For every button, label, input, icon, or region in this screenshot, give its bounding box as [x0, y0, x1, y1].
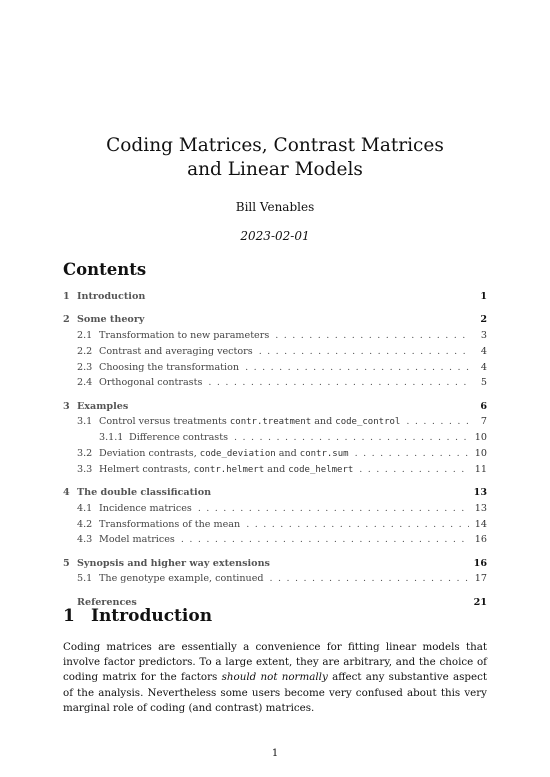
toc-entry-title: The double classification: [77, 486, 212, 498]
toc-entry[interactable]: [63, 330, 487, 346]
toc-entry-page: 7: [480, 416, 487, 428]
toc-entry-page: 16: [473, 557, 487, 569]
toc-entry-number: 4.1: [77, 502, 93, 514]
toc-entry[interactable]: [63, 362, 487, 378]
toc-entry-page: 17: [474, 573, 487, 585]
toc-entry[interactable]: [63, 487, 487, 503]
toc-entry-title: Model matrices: [99, 534, 175, 546]
toc-entry-number: 3.1: [77, 416, 93, 428]
toc-entry-number: 2.3: [77, 361, 93, 373]
toc-entry[interactable]: [63, 314, 487, 330]
toc-entry-page: 10: [474, 447, 487, 459]
toc-entry-title: Transformation to new parameters: [99, 329, 270, 341]
toc-entry-title: Deviation contrasts, code_deviation and contr.sum: [99, 447, 349, 459]
toc-dot-leader: [270, 573, 469, 584]
toc-entry-number: 5.1: [77, 573, 93, 585]
section-title: Introduction: [91, 606, 213, 626]
toc-entry-title: References: [77, 596, 137, 608]
toc-entry-number: 4.2: [77, 518, 93, 530]
toc-entry[interactable]: [63, 558, 487, 574]
toc-entry-page: 1: [480, 291, 487, 302]
toc-entry[interactable]: [63, 416, 487, 432]
toc-entry-number: 2.2: [77, 345, 93, 357]
author: Bill Venables: [235, 200, 315, 214]
toc-entry[interactable]: [63, 346, 487, 362]
toc-entry-page: 10: [474, 432, 487, 444]
toc-entry-title: Some theory: [77, 314, 145, 326]
table-of-contents: [63, 291, 487, 612]
toc-entry[interactable]: [63, 448, 487, 464]
toc-entry[interactable]: [63, 519, 487, 535]
toc-entry[interactable]: [63, 291, 487, 307]
contents-heading: Contents: [63, 260, 147, 279]
toc-entry-number: 2: [63, 314, 70, 326]
toc-entry-title: Synopsis and higher way extensions: [77, 557, 270, 569]
toc-entry[interactable]: [63, 432, 487, 448]
toc-entry-page: 13: [473, 486, 487, 498]
toc-entry-number: 3.2: [77, 447, 93, 459]
toc-entry-title: Helmert contrasts, contr.helmert and code_helmert: [99, 463, 354, 475]
toc-dot-leader: [275, 330, 471, 341]
toc-entry[interactable]: [63, 503, 487, 519]
toc-entry-page: 5: [480, 377, 487, 389]
intro-paragraph: Coding matrices are essentially a convenience for fitting linear models that involve factor predictors. To a large extent, they are arbitrary, and the choice of coding matrix for the factors should not normally affect any substantive aspect of the analysis. Nevertheless some users become very confused about this very marginal role of coding (and contrast) matrices.: [63, 641, 487, 714]
toc-entry-title: Transformations of the mean: [99, 518, 241, 530]
date: 2023-02-01: [240, 229, 310, 243]
section-number: 1: [63, 606, 75, 626]
toc-entry-page: 16: [474, 534, 487, 546]
toc-entry-number: 5: [63, 557, 70, 569]
toc-dot-leader: [355, 448, 469, 459]
toc-entry-page: 6: [480, 400, 487, 412]
toc-dot-leader: [198, 503, 469, 514]
toc-entry[interactable]: [63, 401, 487, 417]
toc-entry-title: Examples: [77, 400, 129, 412]
toc-entry-title: Incidence matrices: [99, 502, 192, 514]
toc-entry-title: The genotype example, continued: [99, 573, 264, 585]
toc-entry-title: Contrast and averaging vectors: [99, 345, 253, 357]
toc-dot-leader: [234, 432, 469, 443]
toc-entry-title: Choosing the transformation: [99, 361, 240, 373]
paper-title-line-1: Coding Matrices, Contrast Matrices: [106, 135, 444, 156]
paper-title-line-2: and Linear Models: [187, 159, 363, 180]
toc-entry-number: 4.3: [77, 534, 93, 546]
toc-entry-number: 3.1.1: [99, 432, 124, 444]
toc-entry[interactable]: [63, 534, 487, 550]
toc-entry-number: 2.1: [77, 329, 93, 341]
toc-entry-number: 4: [63, 486, 70, 498]
toc-dot-leader: [208, 377, 471, 388]
toc-entry[interactable]: [63, 464, 487, 480]
toc-entry-title: Orthogonal contrasts: [99, 377, 203, 389]
toc-entry-number: 3.3: [77, 463, 93, 475]
toc-dot-leader: [245, 362, 471, 373]
toc-dot-leader: [406, 416, 471, 427]
toc-entry-page: 2: [480, 314, 487, 326]
page-number: 1: [271, 748, 279, 759]
toc-entry-title: Control versus treatments contr.treatment and code_control: [99, 416, 401, 428]
toc-entry-page: 11: [474, 463, 487, 475]
toc-entry-page: 4: [480, 361, 487, 373]
toc-entry-page: 3: [480, 329, 487, 341]
toc-entry-page: 21: [473, 596, 487, 608]
toc-entry-number: 1: [63, 291, 70, 302]
toc-entry-title: Introduction: [77, 291, 146, 302]
toc-dot-leader: [359, 464, 468, 475]
section-heading: [63, 606, 212, 626]
toc-entry-page: 4: [480, 345, 487, 357]
toc-dot-leader: [259, 346, 471, 357]
toc-entry-title: Difference contrasts: [129, 432, 228, 444]
toc-entry-page: 13: [474, 502, 487, 514]
toc-entry[interactable]: [63, 573, 487, 589]
toc-entry-number: 3: [63, 400, 70, 412]
toc-dot-leader: [246, 519, 469, 530]
toc-dot-leader: [181, 534, 469, 545]
toc-entry-page: 14: [474, 518, 487, 530]
toc-entry-number: 2.4: [77, 377, 93, 389]
toc-entry[interactable]: [63, 377, 487, 393]
